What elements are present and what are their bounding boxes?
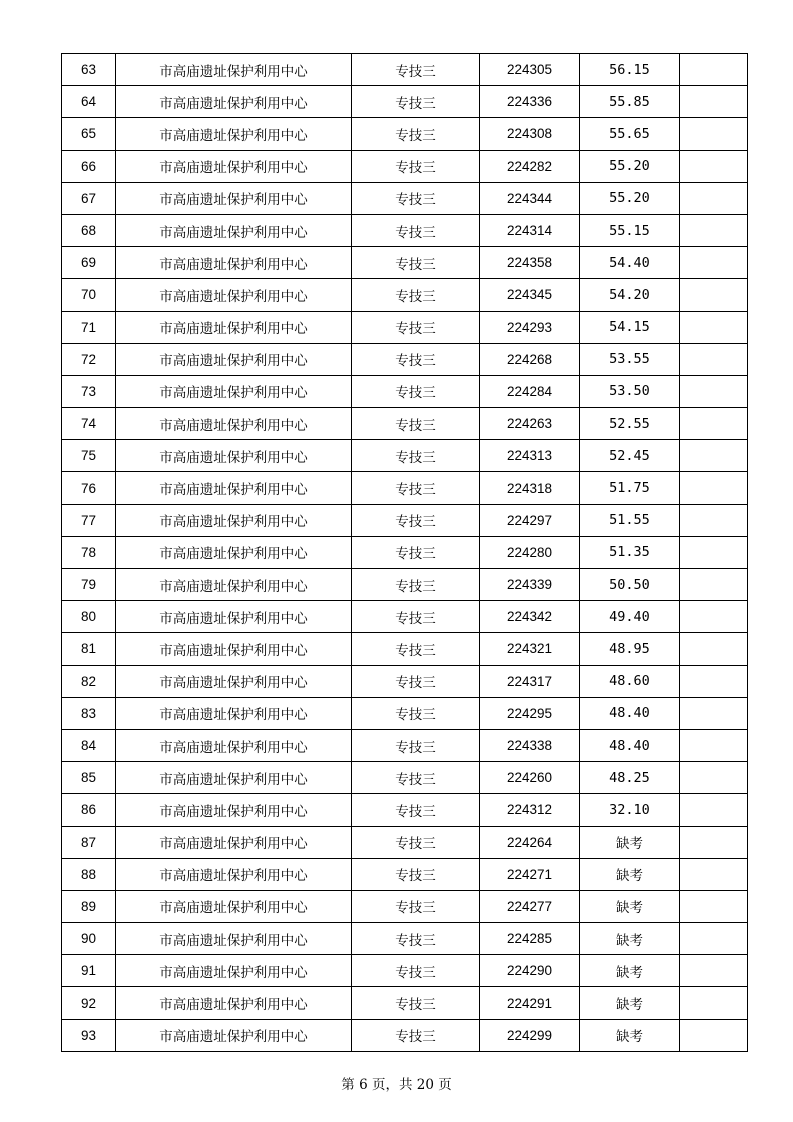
candidate-id-cell: 224284 bbox=[480, 375, 580, 407]
score-cell: 48.60 bbox=[580, 665, 680, 697]
score-cell: 55.85 bbox=[580, 86, 680, 118]
row-number-cell: 91 bbox=[62, 955, 116, 987]
score-cell: 51.35 bbox=[580, 536, 680, 568]
row-number-cell: 70 bbox=[62, 279, 116, 311]
note-cell bbox=[680, 408, 748, 440]
score-cell: 53.50 bbox=[580, 375, 680, 407]
table-row bbox=[62, 472, 748, 504]
note-cell bbox=[680, 762, 748, 794]
row-number-cell: 93 bbox=[62, 1019, 116, 1051]
score-cell: 缺考 bbox=[580, 826, 680, 858]
row-number-cell: 90 bbox=[62, 923, 116, 955]
score-cell: 54.20 bbox=[580, 279, 680, 311]
unit-cell: 市高庙遗址保护利用中心 bbox=[116, 955, 352, 987]
note-cell bbox=[680, 247, 748, 279]
table-row bbox=[62, 408, 748, 440]
unit-cell: 市高庙遗址保护利用中心 bbox=[116, 536, 352, 568]
position-cell: 专技三 bbox=[352, 1019, 480, 1051]
candidate-id-cell: 224312 bbox=[480, 794, 580, 826]
score-cell: 48.95 bbox=[580, 633, 680, 665]
table-row bbox=[62, 1019, 748, 1051]
row-number-cell: 79 bbox=[62, 569, 116, 601]
unit-cell: 市高庙遗址保护利用中心 bbox=[116, 472, 352, 504]
note-cell bbox=[680, 311, 748, 343]
position-cell: 专技三 bbox=[352, 858, 480, 890]
unit-cell: 市高庙遗址保护利用中心 bbox=[116, 601, 352, 633]
candidate-id-cell: 224339 bbox=[480, 569, 580, 601]
table-row bbox=[62, 247, 748, 279]
note-cell bbox=[680, 214, 748, 246]
table-row bbox=[62, 955, 748, 987]
score-cell: 52.45 bbox=[580, 440, 680, 472]
row-number-cell: 92 bbox=[62, 987, 116, 1019]
candidate-id-cell: 224338 bbox=[480, 729, 580, 761]
table-row bbox=[62, 375, 748, 407]
candidate-id-cell: 224260 bbox=[480, 762, 580, 794]
table-row bbox=[62, 54, 748, 86]
note-cell bbox=[680, 343, 748, 375]
candidate-id-cell: 224264 bbox=[480, 826, 580, 858]
table-row bbox=[62, 987, 748, 1019]
score-cell: 缺考 bbox=[580, 1019, 680, 1051]
table-row bbox=[62, 311, 748, 343]
table-row bbox=[62, 569, 748, 601]
note-cell bbox=[680, 182, 748, 214]
position-cell: 专技三 bbox=[352, 697, 480, 729]
note-cell bbox=[680, 858, 748, 890]
position-cell: 专技三 bbox=[352, 955, 480, 987]
position-cell: 专技三 bbox=[352, 762, 480, 794]
unit-cell: 市高庙遗址保护利用中心 bbox=[116, 311, 352, 343]
candidate-id-cell: 224299 bbox=[480, 1019, 580, 1051]
unit-cell: 市高庙遗址保护利用中心 bbox=[116, 569, 352, 601]
candidate-id-cell: 224336 bbox=[480, 86, 580, 118]
table-row bbox=[62, 665, 748, 697]
candidate-id-cell: 224277 bbox=[480, 890, 580, 922]
position-cell: 专技三 bbox=[352, 247, 480, 279]
table-row bbox=[62, 858, 748, 890]
score-cell: 54.15 bbox=[580, 311, 680, 343]
row-number-cell: 78 bbox=[62, 536, 116, 568]
score-cell: 54.40 bbox=[580, 247, 680, 279]
unit-cell: 市高庙遗址保护利用中心 bbox=[116, 665, 352, 697]
score-cell: 48.40 bbox=[580, 697, 680, 729]
candidate-id-cell: 224290 bbox=[480, 955, 580, 987]
unit-cell: 市高庙遗址保护利用中心 bbox=[116, 343, 352, 375]
results-table-body bbox=[62, 54, 748, 1052]
candidate-id-cell: 224280 bbox=[480, 536, 580, 568]
row-number-cell: 88 bbox=[62, 858, 116, 890]
position-cell: 专技三 bbox=[352, 472, 480, 504]
note-cell bbox=[680, 440, 748, 472]
table-row bbox=[62, 440, 748, 472]
note-cell bbox=[680, 375, 748, 407]
table-row bbox=[62, 118, 748, 150]
score-cell: 缺考 bbox=[580, 923, 680, 955]
candidate-id-cell: 224297 bbox=[480, 504, 580, 536]
candidate-id-cell: 224317 bbox=[480, 665, 580, 697]
row-number-cell: 68 bbox=[62, 214, 116, 246]
candidate-id-cell: 224291 bbox=[480, 987, 580, 1019]
table-row bbox=[62, 504, 748, 536]
score-cell: 50.50 bbox=[580, 569, 680, 601]
candidate-id-cell: 224305 bbox=[480, 54, 580, 86]
table-row bbox=[62, 86, 748, 118]
candidate-id-cell: 224321 bbox=[480, 633, 580, 665]
note-cell bbox=[680, 794, 748, 826]
row-number-cell: 75 bbox=[62, 440, 116, 472]
position-cell: 专技三 bbox=[352, 536, 480, 568]
note-cell bbox=[680, 536, 748, 568]
score-cell: 52.55 bbox=[580, 408, 680, 440]
row-number-cell: 72 bbox=[62, 343, 116, 375]
row-number-cell: 82 bbox=[62, 665, 116, 697]
note-cell bbox=[680, 729, 748, 761]
table-row bbox=[62, 923, 748, 955]
position-cell: 专技三 bbox=[352, 826, 480, 858]
unit-cell: 市高庙遗址保护利用中心 bbox=[116, 890, 352, 922]
row-number-cell: 64 bbox=[62, 86, 116, 118]
row-number-cell: 89 bbox=[62, 890, 116, 922]
position-cell: 专技三 bbox=[352, 601, 480, 633]
position-cell: 专技三 bbox=[352, 987, 480, 1019]
note-cell bbox=[680, 633, 748, 665]
note-cell bbox=[680, 86, 748, 118]
table-row bbox=[62, 762, 748, 794]
note-cell bbox=[680, 665, 748, 697]
row-number-cell: 81 bbox=[62, 633, 116, 665]
unit-cell: 市高庙遗址保护利用中心 bbox=[116, 633, 352, 665]
unit-cell: 市高庙遗址保护利用中心 bbox=[116, 247, 352, 279]
position-cell: 专技三 bbox=[352, 375, 480, 407]
score-cell: 缺考 bbox=[580, 955, 680, 987]
row-number-cell: 73 bbox=[62, 375, 116, 407]
unit-cell: 市高庙遗址保护利用中心 bbox=[116, 375, 352, 407]
score-cell: 缺考 bbox=[580, 858, 680, 890]
row-number-cell: 84 bbox=[62, 729, 116, 761]
unit-cell: 市高庙遗址保护利用中心 bbox=[116, 858, 352, 890]
score-cell: 48.40 bbox=[580, 729, 680, 761]
score-cell: 55.20 bbox=[580, 182, 680, 214]
unit-cell: 市高庙遗址保护利用中心 bbox=[116, 762, 352, 794]
position-cell: 专技三 bbox=[352, 729, 480, 761]
candidate-id-cell: 224345 bbox=[480, 279, 580, 311]
candidate-id-cell: 224358 bbox=[480, 247, 580, 279]
position-cell: 专技三 bbox=[352, 794, 480, 826]
unit-cell: 市高庙遗址保护利用中心 bbox=[116, 279, 352, 311]
table-row bbox=[62, 343, 748, 375]
position-cell: 专技三 bbox=[352, 343, 480, 375]
table-row bbox=[62, 150, 748, 182]
row-number-cell: 69 bbox=[62, 247, 116, 279]
candidate-id-cell: 224313 bbox=[480, 440, 580, 472]
score-cell: 51.55 bbox=[580, 504, 680, 536]
position-cell: 专技三 bbox=[352, 569, 480, 601]
candidate-id-cell: 224314 bbox=[480, 214, 580, 246]
unit-cell: 市高庙遗址保护利用中心 bbox=[116, 54, 352, 86]
row-number-cell: 80 bbox=[62, 601, 116, 633]
unit-cell: 市高庙遗址保护利用中心 bbox=[116, 826, 352, 858]
table-row bbox=[62, 279, 748, 311]
position-cell: 专技三 bbox=[352, 182, 480, 214]
position-cell: 专技三 bbox=[352, 118, 480, 150]
position-cell: 专技三 bbox=[352, 890, 480, 922]
unit-cell: 市高庙遗址保护利用中心 bbox=[116, 697, 352, 729]
position-cell: 专技三 bbox=[352, 633, 480, 665]
note-cell bbox=[680, 890, 748, 922]
note-cell bbox=[680, 1019, 748, 1051]
unit-cell: 市高庙遗址保护利用中心 bbox=[116, 729, 352, 761]
position-cell: 专技三 bbox=[352, 86, 480, 118]
position-cell: 专技三 bbox=[352, 923, 480, 955]
candidate-id-cell: 224293 bbox=[480, 311, 580, 343]
unit-cell: 市高庙遗址保护利用中心 bbox=[116, 86, 352, 118]
candidate-id-cell: 224268 bbox=[480, 343, 580, 375]
position-cell: 专技三 bbox=[352, 311, 480, 343]
table-row bbox=[62, 697, 748, 729]
score-cell: 48.25 bbox=[580, 762, 680, 794]
note-cell bbox=[680, 54, 748, 86]
unit-cell: 市高庙遗址保护利用中心 bbox=[116, 408, 352, 440]
candidate-id-cell: 224282 bbox=[480, 150, 580, 182]
score-cell: 56.15 bbox=[580, 54, 680, 86]
score-cell: 51.75 bbox=[580, 472, 680, 504]
note-cell bbox=[680, 826, 748, 858]
score-cell: 55.20 bbox=[580, 150, 680, 182]
row-number-cell: 86 bbox=[62, 794, 116, 826]
score-cell: 55.15 bbox=[580, 214, 680, 246]
table-row bbox=[62, 536, 748, 568]
note-cell bbox=[680, 504, 748, 536]
position-cell: 专技三 bbox=[352, 665, 480, 697]
unit-cell: 市高庙遗址保护利用中心 bbox=[116, 794, 352, 826]
note-cell bbox=[680, 987, 748, 1019]
score-cell: 55.65 bbox=[580, 118, 680, 150]
candidate-id-cell: 224342 bbox=[480, 601, 580, 633]
results-table bbox=[61, 53, 748, 1052]
row-number-cell: 67 bbox=[62, 182, 116, 214]
position-cell: 专技三 bbox=[352, 504, 480, 536]
candidate-id-cell: 224263 bbox=[480, 408, 580, 440]
position-cell: 专技三 bbox=[352, 408, 480, 440]
position-cell: 专技三 bbox=[352, 279, 480, 311]
row-number-cell: 65 bbox=[62, 118, 116, 150]
row-number-cell: 85 bbox=[62, 762, 116, 794]
score-cell: 53.55 bbox=[580, 343, 680, 375]
table-row bbox=[62, 890, 748, 922]
table-row bbox=[62, 601, 748, 633]
note-cell bbox=[680, 955, 748, 987]
score-cell: 缺考 bbox=[580, 987, 680, 1019]
note-cell bbox=[680, 118, 748, 150]
row-number-cell: 63 bbox=[62, 54, 116, 86]
candidate-id-cell: 224295 bbox=[480, 697, 580, 729]
unit-cell: 市高庙遗址保护利用中心 bbox=[116, 118, 352, 150]
candidate-id-cell: 224308 bbox=[480, 118, 580, 150]
note-cell bbox=[680, 472, 748, 504]
position-cell: 专技三 bbox=[352, 150, 480, 182]
table-row bbox=[62, 729, 748, 761]
unit-cell: 市高庙遗址保护利用中心 bbox=[116, 987, 352, 1019]
unit-cell: 市高庙遗址保护利用中心 bbox=[116, 1019, 352, 1051]
row-number-cell: 66 bbox=[62, 150, 116, 182]
candidate-id-cell: 224285 bbox=[480, 923, 580, 955]
position-cell: 专技三 bbox=[352, 214, 480, 246]
unit-cell: 市高庙遗址保护利用中心 bbox=[116, 923, 352, 955]
unit-cell: 市高庙遗址保护利用中心 bbox=[116, 214, 352, 246]
unit-cell: 市高庙遗址保护利用中心 bbox=[116, 150, 352, 182]
candidate-id-cell: 224271 bbox=[480, 858, 580, 890]
score-cell: 32.10 bbox=[580, 794, 680, 826]
unit-cell: 市高庙遗址保护利用中心 bbox=[116, 440, 352, 472]
page-footer: 第 6 页，共 20 页 bbox=[341, 1077, 452, 1093]
table-row bbox=[62, 794, 748, 826]
score-cell: 缺考 bbox=[580, 890, 680, 922]
table-row bbox=[62, 826, 748, 858]
note-cell bbox=[680, 923, 748, 955]
position-cell: 专技三 bbox=[352, 54, 480, 86]
table-row bbox=[62, 214, 748, 246]
score-cell: 49.40 bbox=[580, 601, 680, 633]
position-cell: 专技三 bbox=[352, 440, 480, 472]
table-row bbox=[62, 182, 748, 214]
note-cell bbox=[680, 601, 748, 633]
row-number-cell: 83 bbox=[62, 697, 116, 729]
unit-cell: 市高庙遗址保护利用中心 bbox=[116, 504, 352, 536]
row-number-cell: 71 bbox=[62, 311, 116, 343]
note-cell bbox=[680, 569, 748, 601]
row-number-cell: 74 bbox=[62, 408, 116, 440]
row-number-cell: 76 bbox=[62, 472, 116, 504]
candidate-id-cell: 224318 bbox=[480, 472, 580, 504]
note-cell bbox=[680, 697, 748, 729]
unit-cell: 市高庙遗址保护利用中心 bbox=[116, 182, 352, 214]
row-number-cell: 77 bbox=[62, 504, 116, 536]
candidate-id-cell: 224344 bbox=[480, 182, 580, 214]
note-cell bbox=[680, 279, 748, 311]
table-row bbox=[62, 633, 748, 665]
note-cell bbox=[680, 150, 748, 182]
row-number-cell: 87 bbox=[62, 826, 116, 858]
